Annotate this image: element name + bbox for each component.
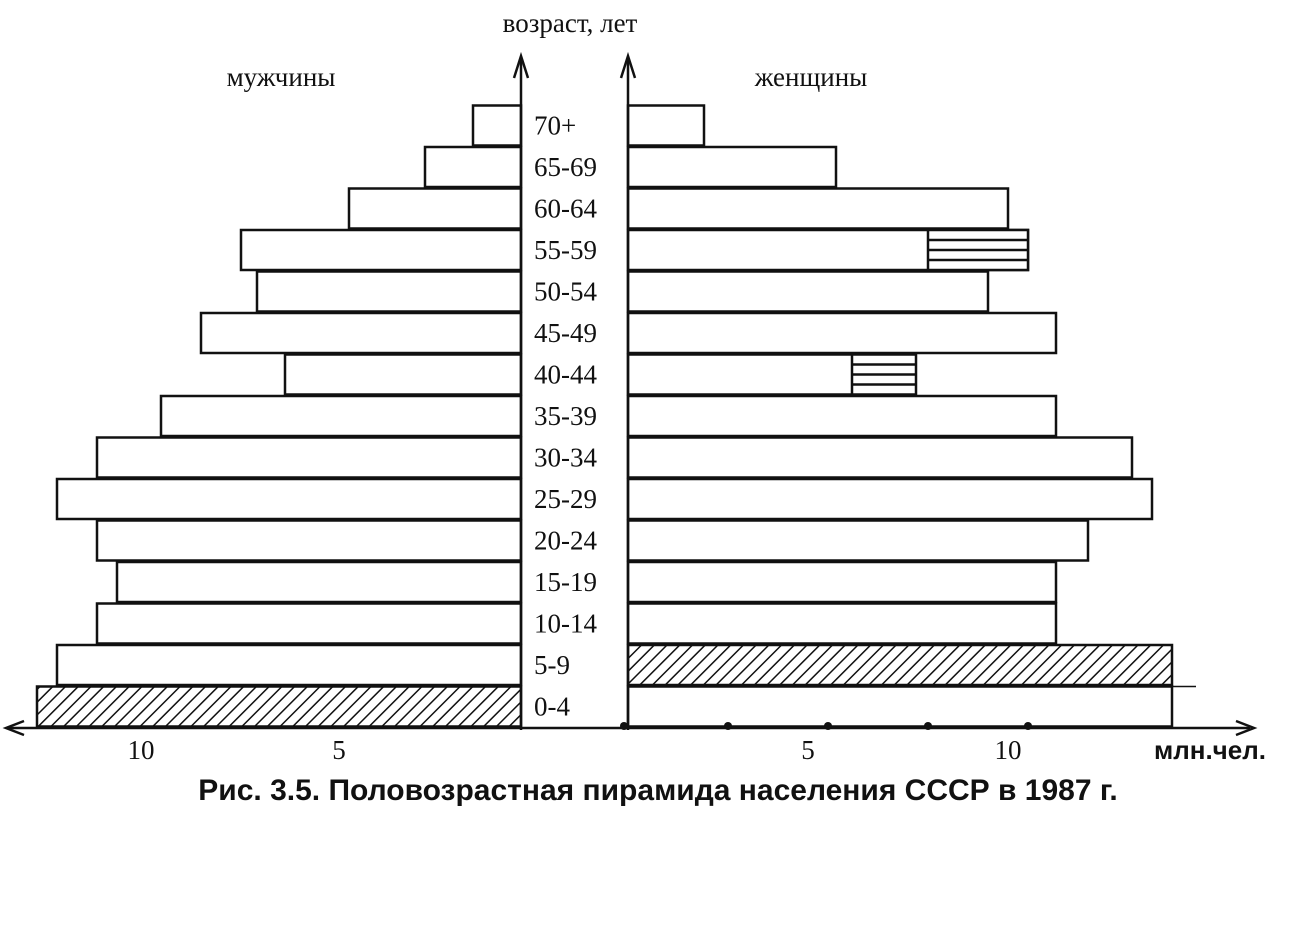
bar-male-5-9	[57, 645, 521, 685]
bar-female-70+	[628, 106, 704, 146]
bar-male-15-19	[117, 562, 521, 602]
bar-male-30-34	[97, 438, 521, 478]
bar-female-50-54	[628, 272, 988, 312]
bar-female-25-29	[628, 479, 1152, 519]
bar-female-65-69	[628, 147, 836, 187]
x-tick-label-0: 10	[127, 735, 155, 765]
bar-female-15-19	[628, 562, 1056, 602]
bar-male-55-59	[241, 230, 521, 270]
pyramid-bars	[37, 106, 1172, 727]
bar-male-45-49	[201, 313, 521, 353]
bar-male-40-44	[285, 355, 521, 395]
x-tick-dot-2	[824, 722, 832, 730]
bar-female-45-49	[628, 313, 1056, 353]
age-label-35-39: 35-39	[534, 401, 597, 431]
age-label-10-14: 10-14	[534, 608, 597, 639]
x-tick-label-1: 5	[332, 735, 346, 765]
age-label-60-64: 60-64	[534, 193, 597, 224]
left-side-label: мужчины	[226, 62, 336, 92]
x-tick-dot-3	[924, 722, 932, 730]
x-tick-dot-4	[1024, 722, 1032, 730]
age-label-50-54: 50-54	[534, 276, 597, 307]
age-label-70+: 70+	[534, 110, 577, 141]
chart-caption: Рис. 3.5. Половозрастная пирамида населения СССР в 1987 г.	[198, 774, 1118, 807]
age-label-15-19: 15-19	[534, 567, 597, 597]
bar-female-0-4	[628, 687, 1172, 727]
bar-male-60-64	[349, 189, 521, 229]
bar-male-10-14	[97, 604, 521, 644]
bar-female-30-34	[628, 438, 1132, 478]
bar-female-60-64	[628, 189, 1008, 229]
bar-female-40-44	[628, 355, 864, 395]
bar-male-20-24	[97, 521, 521, 561]
bar-male-65-69	[425, 147, 521, 187]
y-axis-title: возраст, лет	[502, 8, 638, 38]
bar-male-0-4	[37, 687, 521, 727]
age-label-45-49: 45-49	[534, 318, 597, 348]
age-label-55-59: 55-59	[534, 235, 597, 265]
age-label-40-44: 40-44	[534, 359, 597, 390]
x-tick-label-2: 5	[801, 735, 815, 765]
bar-female-5-9	[628, 645, 1172, 685]
x-tick-dot-1	[724, 722, 732, 730]
bar-male-25-29	[57, 479, 521, 519]
right-side-label: женщины	[754, 62, 868, 92]
bar-female-20-24	[628, 521, 1088, 561]
bar-male-70+	[473, 106, 521, 146]
age-label-20-24: 20-24	[534, 525, 597, 556]
bar-female-10-14	[628, 604, 1056, 644]
age-label-25-29: 25-29	[534, 484, 597, 514]
x-axis-unit-label: млн.чел.	[1154, 735, 1266, 765]
age-label-30-34: 30-34	[534, 442, 597, 473]
age-label-0-4: 0-4	[534, 691, 570, 722]
x-tick-label-3: 10	[994, 735, 1022, 765]
age-label-65-69: 65-69	[534, 152, 597, 182]
bar-female-35-39	[628, 396, 1056, 436]
bar-male-50-54	[257, 272, 521, 312]
age-label-5-9: 5-9	[534, 650, 570, 680]
bar-male-35-39	[161, 396, 521, 436]
x-tick-dot-0	[620, 722, 628, 730]
